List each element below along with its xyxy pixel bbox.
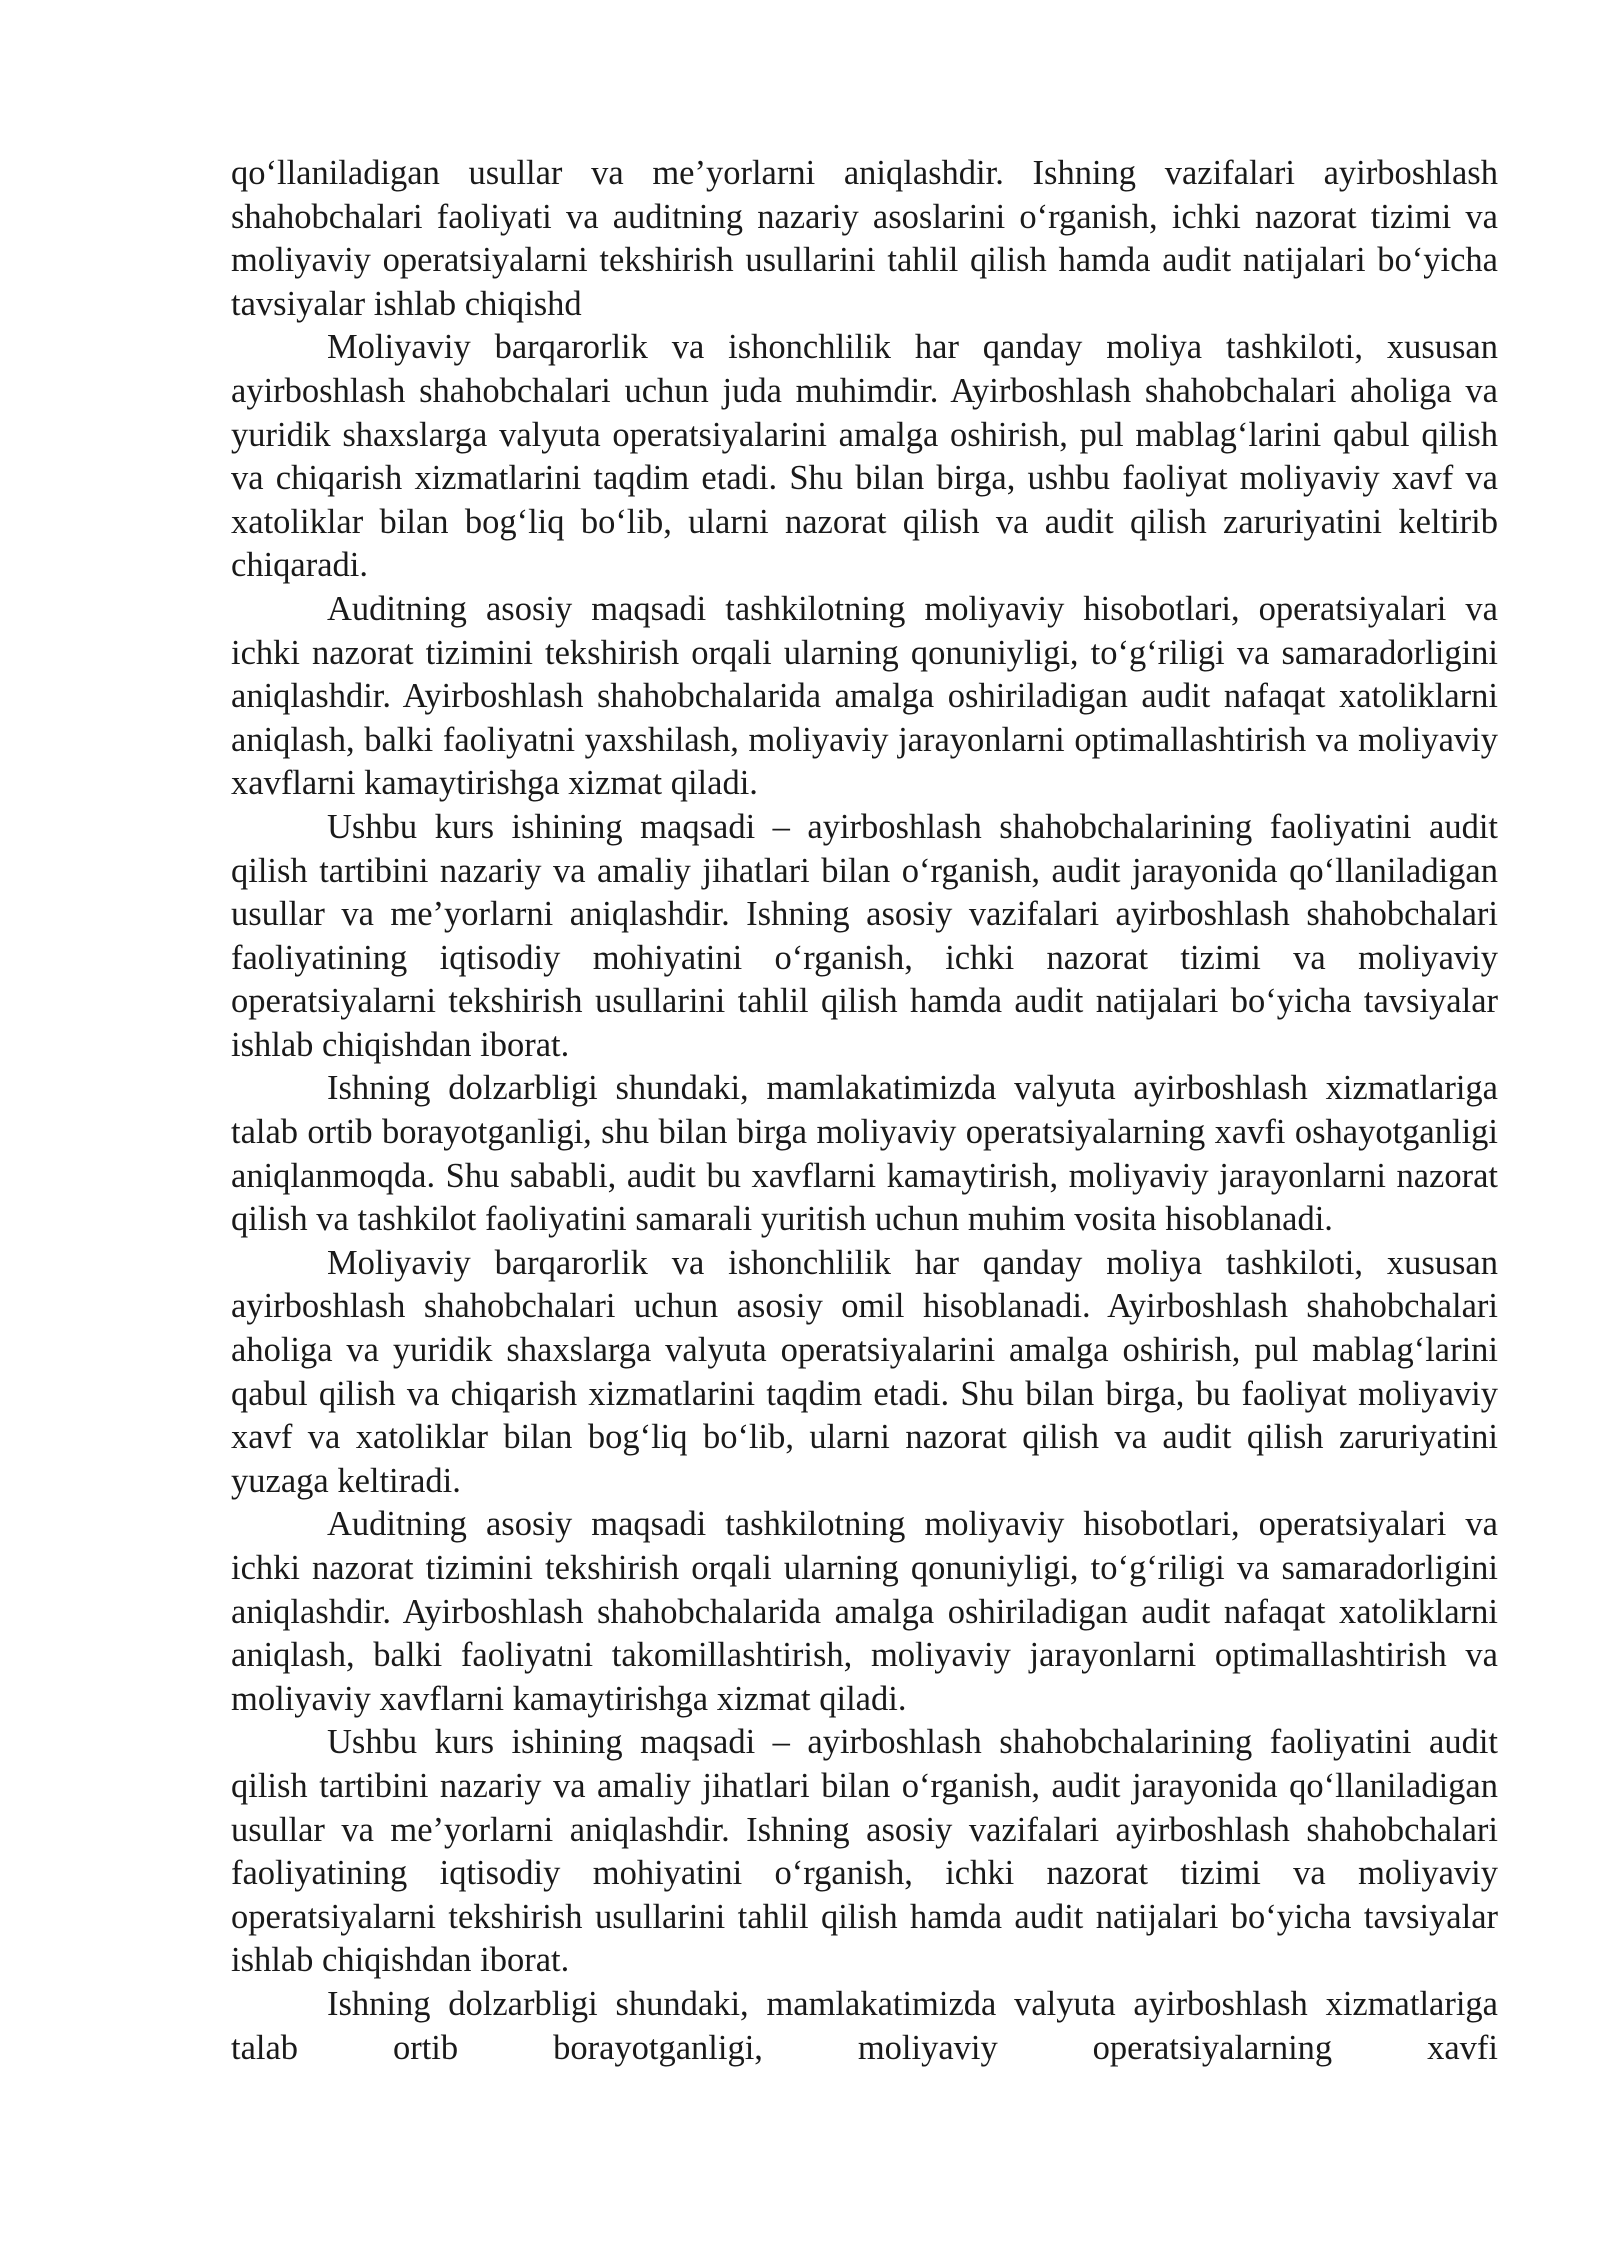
document-body <box>231 152 1498 2070</box>
paragraph-continued: qo‘llaniladigan usullar va me’yorlarni aniqlashdir. Ishning vazifalari ayirboshlash shahobchalari faoliyati va auditning nazariy asoslarini o‘rganish, ichki nazorat tizimi va moliyaviy operatsiyalarni tekshirish usullarini tahlil qilish hamda audit natijalari bo‘yicha tavsiyalar ishlab chiqishd <box>231 154 1498 323</box>
paragraph-cut-off: Ishning dolzarbligi shundaki, mamlakatimizda valyuta ayirboshlash xizmatlariga talab ortib borayotganligi, moliyaviy operatsiyalarning xavfi <box>231 1984 1498 2067</box>
paragraph: Ushbu kurs ishining maqsadi – ayirboshlash shahobchalarining faoliyatini audit qilish tartibini nazariy va amaliy jihatlari bilan o‘rganish, audit jarayonida qo‘llaniladigan usullar va me’yorlarni aniqlashdir. Ishning asosiy vazifalari ayirboshlash shahobchalari faoliyatining iqtisodiy mohiyatini o‘rganish, ichki nazorat tizimi va moliyaviy operatsiyalarni tekshirish usullarini tahlil qilish hamda audit natijalari bo‘yicha tavsiyalar ishlab chiqishdan iborat. <box>231 1723 1498 1980</box>
paragraph: Auditning asosiy maqsadi tashkilotning moliyaviy hisobotlari, operatsiyalari va ichki nazorat tizimini tekshirish orqali ularning qonuniyligi, to‘g‘riligi va samaradorligini aniqlashdir. Ayirboshlash shahobchalarida amalga oshiriladigan audit nafaqat xatoliklarni aniqlash, balki faoliyatni takomillashtirish, moliyaviy jarayonlarni optimallashtirish va moliyaviy xavflarni kamaytirishga xizmat qiladi. <box>231 1505 1498 1718</box>
paragraph: Ushbu kurs ishining maqsadi – ayirboshlash shahobchalarining faoliyatini audit qilish tartibini nazariy va amaliy jihatlari bilan o‘rganish, audit jarayonida qo‘llaniladigan usullar va me’yorlarni aniqlashdir. Ishning asosiy vazifalari ayirboshlash shahobchalari faoliyatining iqtisodiy mohiyatini o‘rganish, ichki nazorat tizimi va moliyaviy operatsiyalarni tekshirish usullarini tahlil qilish hamda audit natijalari bo‘yicha tavsiyalar ishlab chiqishdan iborat. <box>231 807 1498 1064</box>
paragraph: Moliyaviy barqarorlik va ishonchlilik har qanday moliya tashkiloti, xususan ayirboshlash shahobchalari uchun juda muhimdir. Ayirboshlash shahobchalari aholiga va yuridik shaxslarga valyuta operatsiyalarini amalga oshirish, pul mablag‘larini qabul qilish va chiqarish xizmatlarini taqdim etadi. Shu bilan birga, ushbu faoliyat moliyaviy xavf va xatoliklar bilan bog‘liq bo‘lib, ularni nazorat qilish va audit qilish zaruriyatini keltirib chiqaradi. <box>231 328 1498 585</box>
paragraph: Moliyaviy barqarorlik va ishonchlilik har qanday moliya tashkiloti, xususan ayirboshlash shahobchalari uchun asosiy omil hisoblanadi. Ayirboshlash shahobchalari aholiga va yuridik shaxslarga valyuta operatsiyalarini amalga oshirish, pul mablag‘larini qabul qilish va chiqarish xizmatlarini taqdim etadi. Shu bilan birga, bu faoliyat moliyaviy xavf va xatoliklar bilan bog‘liq bo‘lib, ularni nazorat qilish va audit qilish zaruriyatini yuzaga keltiradi. <box>231 1243 1498 1500</box>
paragraph: Ishning dolzarbligi shundaki, mamlakatimizda valyuta ayirboshlash xizmatlariga talab ortib borayotganligi, shu bilan birga moliyaviy operatsiyalarning xavfi oshayotganligi aniqlanmoqda. Shu sababli, audit bu xavflarni kamaytirish, moliyaviy jarayonlarni nazorat qilish va tashkilot faoliyatini samarali yuritish uchun muhim vosita hisoblanadi. <box>231 1069 1498 1239</box>
paragraph: Auditning asosiy maqsadi tashkilotning moliyaviy hisobotlari, operatsiyalari va ichki nazorat tizimini tekshirish orqali ularning qonuniyligi, to‘g‘riligi va samaradorligini aniqlashdir. Ayirboshlash shahobchalarida amalga oshiriladigan audit nafaqat xatoliklarni aniqlash, balki faoliyatni yaxshilash, moliyaviy jarayonlarni optimallashtirish va moliyaviy xavflarni kamaytirishga xizmat qiladi. <box>231 589 1498 803</box>
